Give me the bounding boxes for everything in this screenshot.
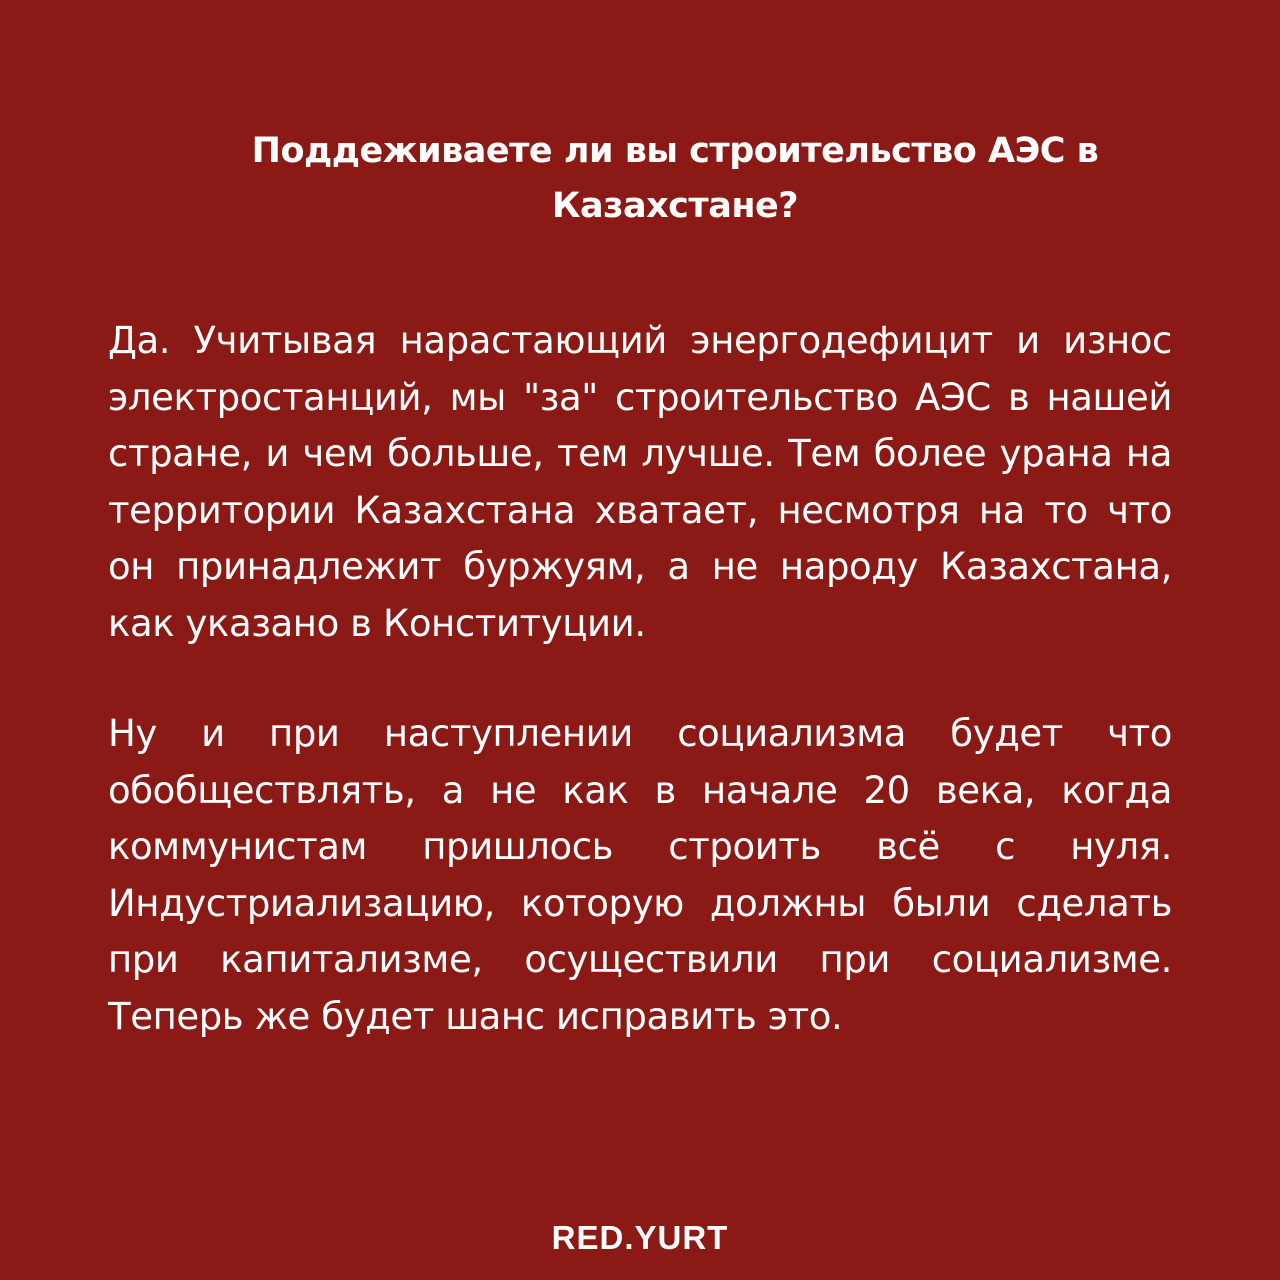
answer-paragraph-2: Ну и при наступлении социализма будет что обобществлять, а не как в начале 20 века, когда коммунистам пришлось строить всё с нуля. Индустриализацию, которую должны были сделать при капитализме, осуществили при социализме. Теперь же будет шанс исправить это. [108,712,1172,1038]
question-title: Поддеживаете ли вы строительство АЭС в Казахстане? [251,131,1099,226]
answer-paragraph-1: Да. Учитывая нарастающий энергодефицит и износ электростанций, мы "за" строительство АЭС в нашей стране, и чем больше, тем лучше. Тем более урана на территории Казахстана хватает, несмотря на то что он принадлежит буржуям, а не народу Казахстана, как указано в Конституции. [108,319,1172,645]
brand-logo-text: RED.YURT [551,1219,729,1256]
